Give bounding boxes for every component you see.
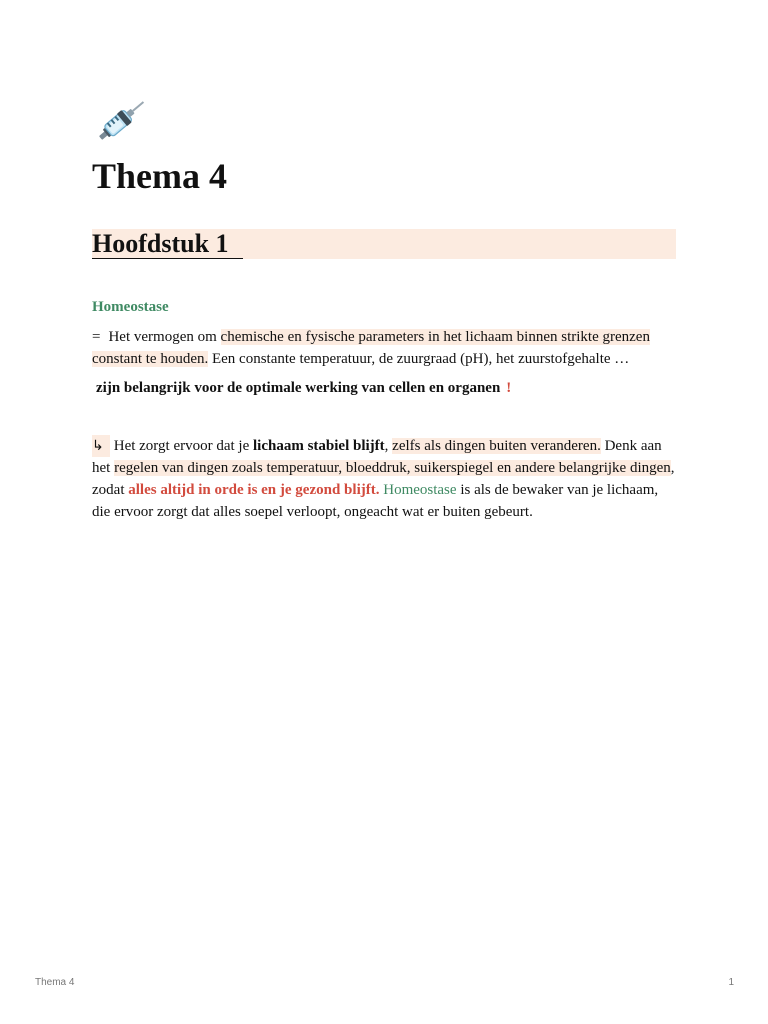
explanation-bold: lichaam stabiel blijft bbox=[253, 438, 385, 454]
explanation-text: Denk aan het bbox=[92, 438, 662, 476]
definition-highlight: chemische en fysische parameters in het lichaam binnen strikte grenzen constant te houden. bbox=[92, 329, 650, 367]
explanation-text: , zodat bbox=[92, 460, 675, 498]
explanation-highlight: regelen van dingen zoals temperatuur, bloeddruk, suikerspiegel en andere belangrijke dingen bbox=[114, 460, 671, 476]
explanation-paragraph bbox=[92, 435, 676, 523]
syringe-icon bbox=[92, 94, 152, 146]
equals-symbol: = bbox=[92, 329, 101, 345]
arrow-icon: ↳ bbox=[92, 435, 110, 457]
footer-title: Thema 4 bbox=[35, 977, 75, 988]
chapter-title: Hoofdstuk 1 bbox=[92, 226, 243, 259]
explanation-green-term: Homeostase bbox=[383, 482, 457, 498]
explanation-red-emphasis: alles altijd in orde is en je gezond blijft. bbox=[128, 482, 380, 498]
section-title: Homeostase bbox=[92, 299, 169, 315]
importance-paragraph bbox=[92, 377, 680, 399]
definition-paragraph bbox=[92, 326, 676, 370]
page-number: 1 bbox=[728, 977, 734, 988]
explanation-text: Het zorgt ervoor dat je bbox=[113, 438, 253, 454]
page-title: Thema 4 bbox=[92, 156, 227, 196]
importance-text: zijn belangrijk voor de optimale werking van cellen en organen bbox=[96, 380, 501, 396]
explanation-highlight: zelfs als dingen buiten veranderen. bbox=[392, 438, 601, 454]
definition-lead: Het vermogen om bbox=[108, 329, 221, 345]
exclamation-mark: ! bbox=[506, 380, 512, 396]
explanation-text: is als de bewaker van je lichaam, die ervoor zorgt dat alles soepel verloopt, ongeacht wat er buiten gebeurt. bbox=[92, 482, 659, 520]
explanation-text: , bbox=[384, 438, 393, 454]
definition-rest: Een constante temperatuur, de zuurgraad (pH), het zuurstofgehalte … bbox=[208, 351, 630, 367]
